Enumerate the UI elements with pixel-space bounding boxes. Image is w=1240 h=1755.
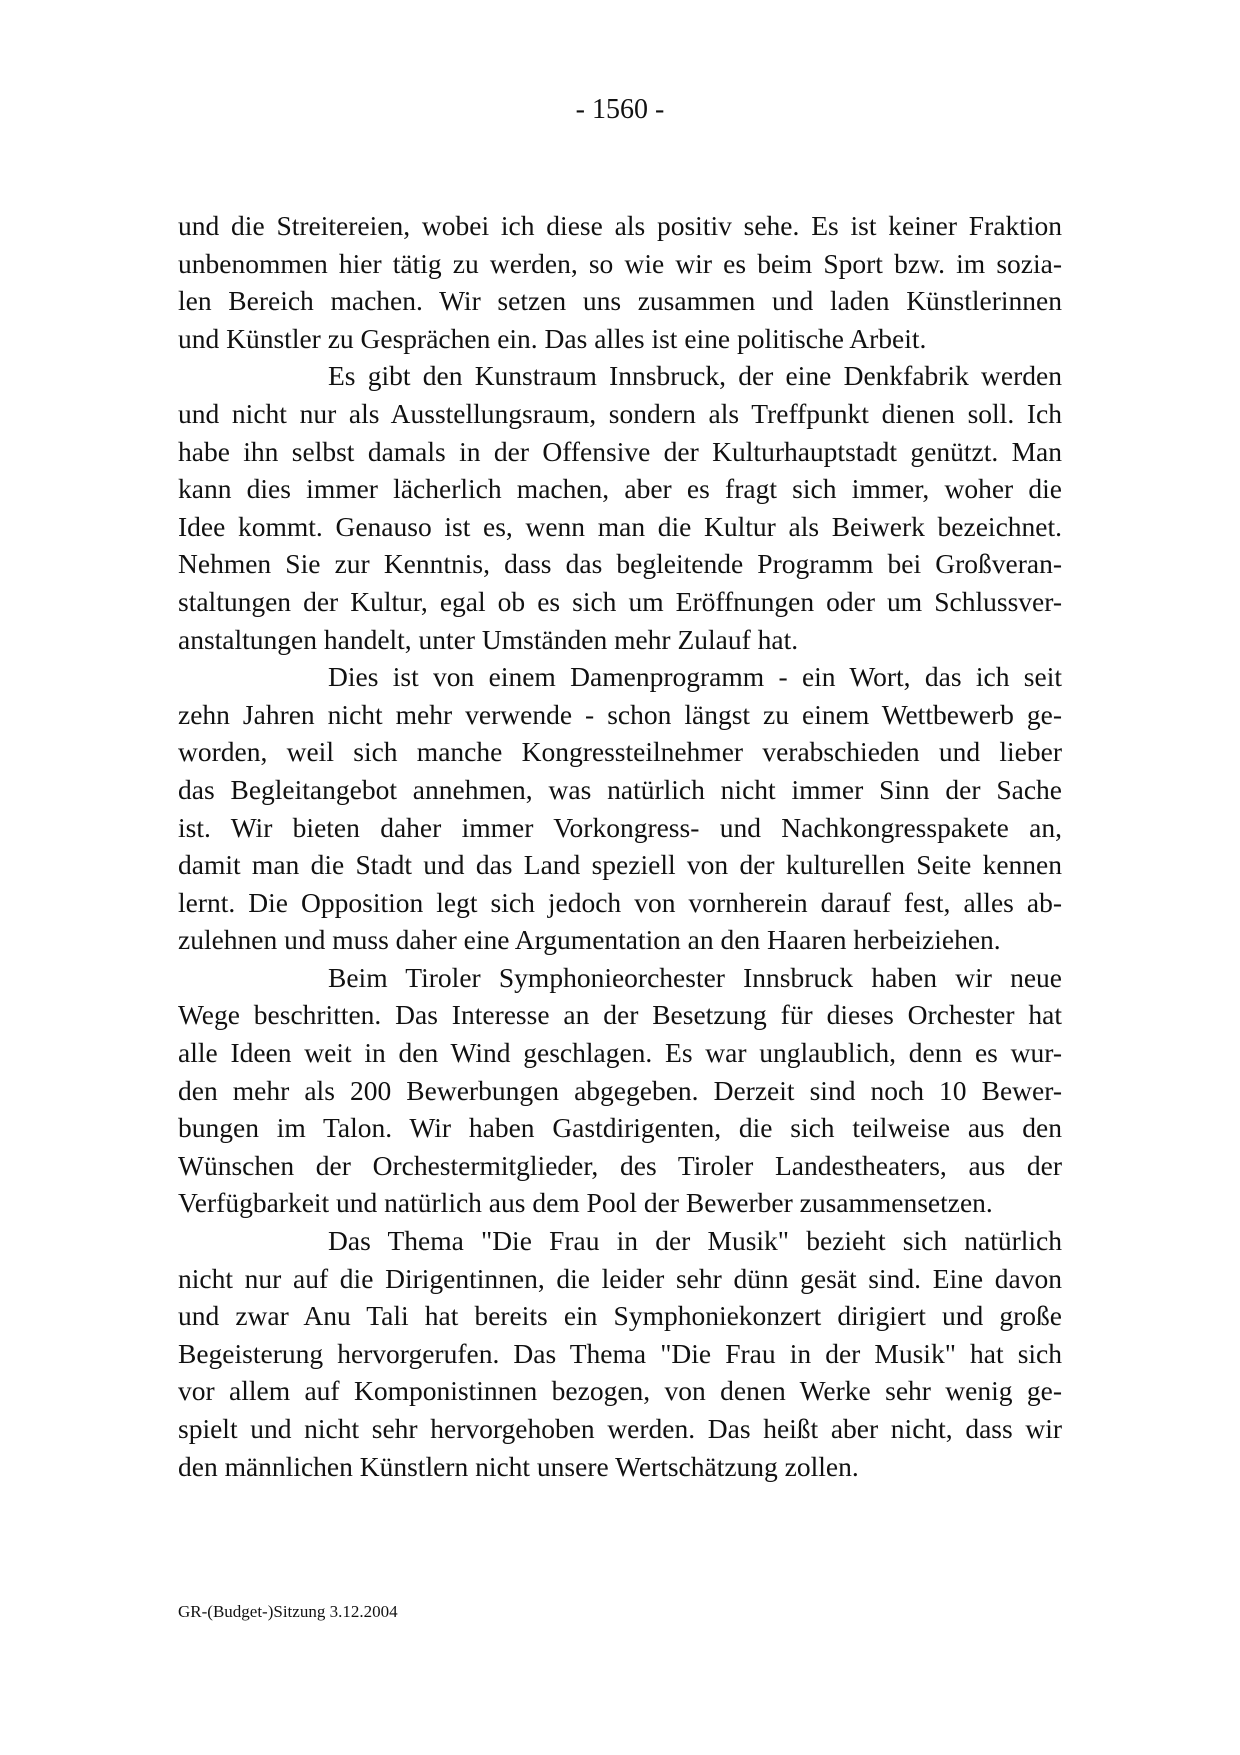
text-line: ist. Wir bieten daher immer Vorkongress- und Nachkongresspakete an,: [178, 811, 1062, 843]
text-line: Begeisterung hervorgerufen. Das Thema "Die Frau in der Musik" hat sich: [178, 1337, 1062, 1369]
text-line: und nicht nur als Ausstellungsraum, sondern als Treffpunkt dienen soll. Ich: [178, 397, 1062, 429]
text-line: den mehr als 200 Bewerbungen abgegeben. Derzeit sind noch 10 Bewer-: [178, 1074, 1062, 1106]
text-line: zulehnen und muss daher eine Argumentation an den Haaren herbeiziehen.: [178, 924, 1001, 956]
text-line: staltungen der Kultur, egal ob es sich um Eröffnungen oder um Schlussver-: [178, 585, 1062, 617]
paragraph-start-line: Beim Tiroler Symphonieorchester Innsbruck haben wir neue: [328, 961, 1062, 993]
text-line: unbenommen hier tätig zu werden, so wie wir es beim Sport bzw. im sozia-: [178, 247, 1062, 279]
text-line: vor allem auf Komponistinnen bezogen, von denen Werke sehr wenig ge-: [178, 1375, 1062, 1407]
text-line: habe ihn selbst damals in der Offensive der Kulturhauptstadt genützt. Man: [178, 435, 1062, 467]
text-line: das Begleitangebot annehmen, was natürlich nicht immer Sinn der Sache: [178, 773, 1062, 805]
text-line: zehn Jahren nicht mehr verwende - schon längst zu einem Wettbewerb ge-: [178, 698, 1062, 730]
text-line: kann dies immer lächerlich machen, aber es fragt sich immer, woher die: [178, 473, 1062, 505]
text-line: und Künstler zu Gesprächen ein. Das alles ist eine politische Arbeit.: [178, 322, 927, 354]
text-line: spielt und nicht sehr hervorgehoben werden. Das heißt aber nicht, dass wir: [178, 1413, 1062, 1444]
text-line: anstaltungen handelt, unter Umständen mehr Zulauf hat.: [178, 623, 799, 655]
text-line: Idee kommt. Genauso ist es, wenn man die Kultur als Beiwerk bezeichnet.: [178, 510, 1062, 542]
text-line: Wege beschritten. Das Interesse an der Besetzung für dieses Orchester hat: [178, 999, 1062, 1031]
text-line: Verfügbarkeit und natürlich aus dem Pool der Bewerber zusammensetzen.: [178, 1187, 993, 1219]
text-line: damit man die Stadt und das Land speziell von der kulturellen Seite kennen: [178, 849, 1062, 881]
text-line: worden, weil sich manche Kongressteilnehmer verabschieden und lieber: [178, 736, 1062, 768]
text-line: lernt. Die Opposition legt sich jedoch von vornherein darauf fest, alles ab-: [178, 886, 1062, 918]
paragraph-start-line: Es gibt den Kunstraum Innsbruck, der eine Denkfabrik werden: [328, 360, 1062, 392]
page-number: - 1560 -: [575, 94, 665, 125]
text-line: Nehmen Sie zur Kenntnis, dass das begleitende Programm bei Großveran-: [178, 548, 1062, 580]
paragraph-start-line: Dies ist von einem Damenprogramm - ein Wort, das ich seit: [328, 661, 1062, 693]
text-line: nicht nur auf die Dirigentinnen, die leider sehr dünn gesät sind. Eine davon: [178, 1262, 1062, 1294]
text-line: bungen im Talon. Wir haben Gastdirigenten, die sich teilweise aus den: [178, 1112, 1062, 1144]
paragraph-start-line: Das Thema "Die Frau in der Musik" bezieht sich natürlich: [328, 1225, 1062, 1257]
text-line: und die Streitereien, wobei ich diese als positiv sehe. Es ist keiner Fraktion: [178, 210, 1062, 241]
text-line: Wünschen der Orchestermitglieder, des Tiroler Landestheaters, aus der: [178, 1149, 1062, 1181]
text-line: len Bereich machen. Wir setzen uns zusammen und laden Künstlerinnen: [178, 285, 1062, 317]
text-line: alle Ideen weit in den Wind geschlagen. Es war unglaublich, denn es wur-: [178, 1037, 1062, 1069]
body-text: [178, 207, 1062, 1485]
footer-session-label: GR-(Budget-)Sitzung 3.12.2004: [178, 1602, 398, 1621]
text-line: und zwar Anu Tali hat bereits ein Symphoniekonzert dirigiert und große: [178, 1300, 1062, 1332]
text-line: den männlichen Künstlern nicht unsere Wertschätzung zollen.: [178, 1450, 859, 1482]
